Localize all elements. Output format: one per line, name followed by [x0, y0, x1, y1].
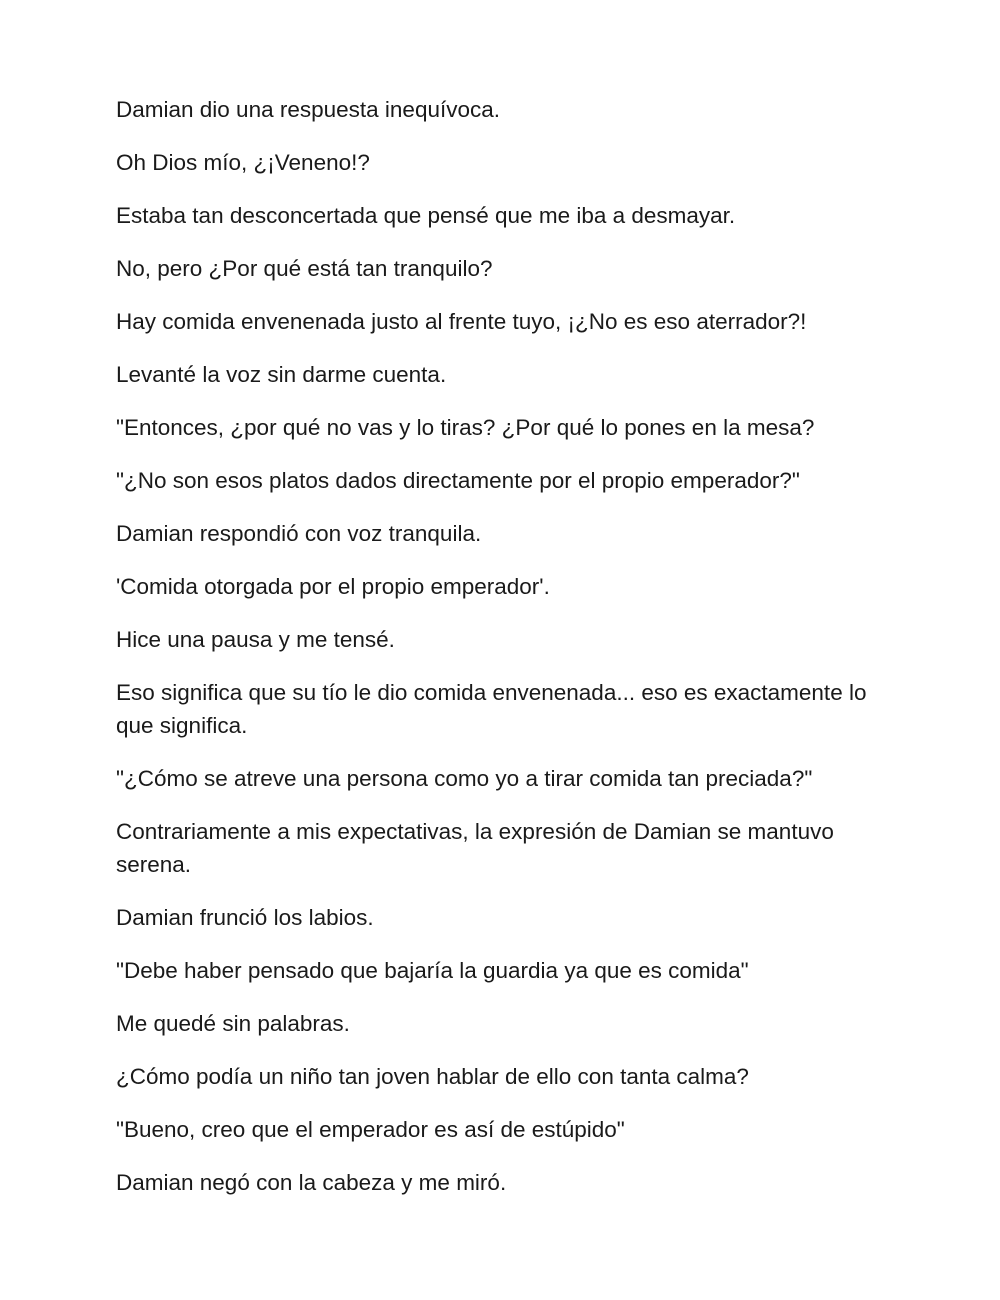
paragraph: "Debe haber pensado que bajaría la guardia ya que es comida" [116, 958, 749, 983]
paragraph: "¿Cómo se atreve una persona como yo a tirar comida tan preciada?" [116, 766, 813, 791]
document-body [116, 93, 888, 1219]
paragraph: Hay comida envenenada justo al frente tuyo, ¡¿No es eso aterrador?! [116, 309, 807, 334]
paragraph: Eso significa que su tío le dio comida envenenada... eso es exactamente lo que significa. [116, 680, 867, 738]
paragraph: Levanté la voz sin darme cuenta. [116, 362, 447, 387]
paragraph: Damian frunció los labios. [116, 905, 374, 930]
paragraph: Damian negó con la cabeza y me miró. [116, 1170, 507, 1195]
paragraph: Oh Dios mío, ¿¡Veneno!? [116, 150, 370, 175]
paragraph: Estaba tan desconcertada que pensé que me iba a desmayar. [116, 203, 736, 228]
paragraph: Damian dio una respuesta inequívoca. [116, 97, 500, 122]
paragraph: Hice una pausa y me tensé. [116, 627, 395, 652]
paragraph: Contrariamente a mis expectativas, la expresión de Damian se mantuvo serena. [116, 819, 834, 877]
paragraph: "Entonces, ¿por qué no vas y lo tiras? ¿Por qué lo pones en la mesa? [116, 415, 815, 440]
paragraph: Me quedé sin palabras. [116, 1011, 350, 1036]
paragraph: No, pero ¿Por qué está tan tranquilo? [116, 256, 493, 281]
paragraph: Damian respondió con voz tranquila. [116, 521, 482, 546]
paragraph: "¿No son esos platos dados directamente por el propio emperador?" [116, 468, 800, 493]
paragraph: 'Comida otorgada por el propio emperador'. [116, 574, 550, 599]
paragraph: ¿Cómo podía un niño tan joven hablar de ello con tanta calma? [116, 1064, 749, 1089]
paragraph: "Bueno, creo que el emperador es así de estúpido" [116, 1117, 625, 1142]
